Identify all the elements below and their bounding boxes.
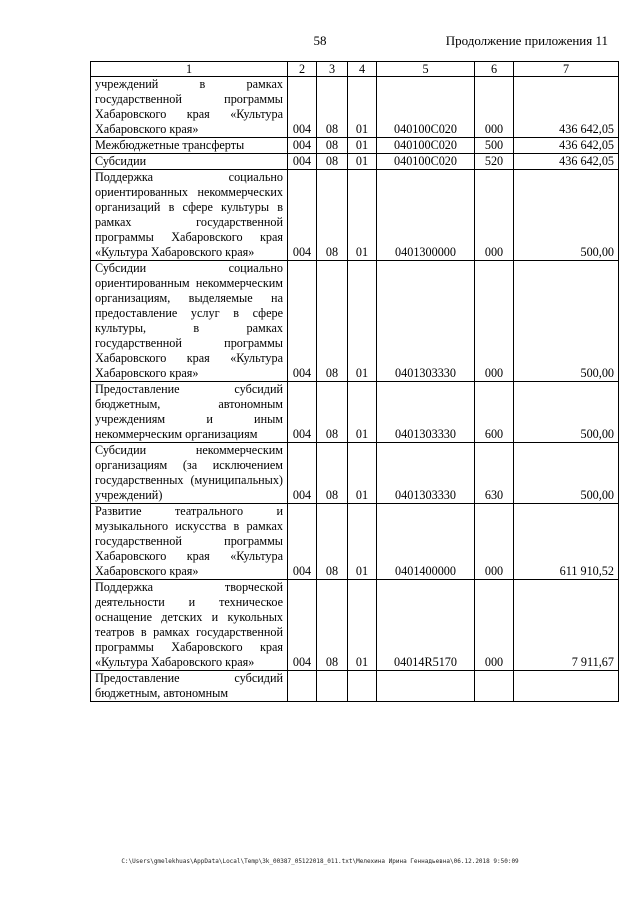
- table-row: [91, 261, 619, 382]
- table-row: [91, 504, 619, 580]
- admin-code: 004: [288, 580, 317, 671]
- row-name: Поддержка социально ориентированных некоммерческих организаций в сфере культуры в рамках государственной программы Хабаровского края «Культура Хабаровского края»: [91, 170, 288, 261]
- column-number: 6: [475, 62, 514, 77]
- table-row: [91, 170, 619, 261]
- row-name: Развитие театрального и музыкального искусства в рамках государственной программы Хабаровского края «Культура Хабаровского края»: [91, 504, 288, 580]
- table-row: [91, 443, 619, 504]
- subsection-code: 01: [348, 154, 377, 170]
- target-article: 04014R5170: [377, 580, 475, 671]
- column-number: 4: [348, 62, 377, 77]
- expense-type: 000: [475, 77, 514, 138]
- amount: 500,00: [514, 443, 619, 504]
- expense-type: 630: [475, 443, 514, 504]
- empty-cell: [475, 671, 514, 702]
- section-code: 08: [317, 580, 348, 671]
- target-article: 040100C020: [377, 154, 475, 170]
- row-name: Предоставление субсидий бюджетным, автономным: [91, 671, 288, 702]
- column-number-row: [91, 62, 619, 77]
- admin-code: 004: [288, 77, 317, 138]
- subsection-code: 01: [348, 138, 377, 154]
- row-name: Субсидии некоммерческим организациям (за исключением государственных (муниципальных) учреждений): [91, 443, 288, 504]
- column-number: 1: [91, 62, 288, 77]
- target-article: 0401303330: [377, 261, 475, 382]
- empty-cell: [317, 671, 348, 702]
- subsection-code: 01: [348, 77, 377, 138]
- column-number: 7: [514, 62, 619, 77]
- table-row: [91, 382, 619, 443]
- table-row: [91, 77, 619, 138]
- section-code: 08: [317, 382, 348, 443]
- admin-code: 004: [288, 170, 317, 261]
- admin-code: 004: [288, 504, 317, 580]
- section-code: 08: [317, 261, 348, 382]
- subsection-code: 01: [348, 580, 377, 671]
- file-path-footer: C:\Users\gmelekhuas\AppData\Local\Temp\3k_00387_05122018_011.txt\Мелехина Ирина Геннадьевна\06.12.2018 9:50:09: [121, 858, 519, 865]
- table-row-continued: [91, 671, 619, 702]
- row-name: Субсидии: [91, 154, 288, 170]
- admin-code: 004: [288, 138, 317, 154]
- amount: 7 911,67: [514, 580, 619, 671]
- subsection-code: 01: [348, 443, 377, 504]
- section-code: 08: [317, 154, 348, 170]
- section-code: 08: [317, 138, 348, 154]
- target-article: 040100C020: [377, 138, 475, 154]
- row-name: Субсидии социально ориентированным некоммерческим организациям, выделяемые на предоставление услуг в сфере культуры, в рамках государственной программы Хабаровского края «Культура Хабаровского края»: [91, 261, 288, 382]
- expense-type: 600: [475, 382, 514, 443]
- expense-type: 520: [475, 154, 514, 170]
- subsection-code: 01: [348, 261, 377, 382]
- table-row: [91, 138, 619, 154]
- target-article: 040100C020: [377, 77, 475, 138]
- empty-cell: [288, 671, 317, 702]
- amount: 611 910,52: [514, 504, 619, 580]
- subsection-code: 01: [348, 504, 377, 580]
- amount: 436 642,05: [514, 77, 619, 138]
- expense-type: 500: [475, 138, 514, 154]
- section-code: 08: [317, 77, 348, 138]
- empty-cell: [348, 671, 377, 702]
- target-article: 0401303330: [377, 382, 475, 443]
- target-article: 0401303330: [377, 443, 475, 504]
- continuation-label: Продолжение приложения 11: [445, 33, 608, 48]
- section-code: 08: [317, 443, 348, 504]
- section-code: 08: [317, 504, 348, 580]
- expense-type: 000: [475, 170, 514, 261]
- empty-cell: [514, 671, 619, 702]
- column-number: 2: [288, 62, 317, 77]
- admin-code: 004: [288, 154, 317, 170]
- expense-type: 000: [475, 504, 514, 580]
- amount: 436 642,05: [514, 154, 619, 170]
- table-row: [91, 154, 619, 170]
- budget-table: [90, 61, 619, 702]
- amount: 500,00: [514, 261, 619, 382]
- amount: 436 642,05: [514, 138, 619, 154]
- page-number: 58: [313, 33, 327, 48]
- empty-cell: [377, 671, 475, 702]
- expense-type: 000: [475, 261, 514, 382]
- subsection-code: 01: [348, 170, 377, 261]
- admin-code: 004: [288, 382, 317, 443]
- subsection-code: 01: [348, 382, 377, 443]
- table-row: [91, 580, 619, 671]
- row-name: учреждений в рамках государственной программы Хабаровского края «Культура Хабаровского края»: [91, 77, 288, 138]
- row-name: Поддержка творческой деятельности и техническое оснащение детских и кукольных театров в рамках государственной программы Хабаровского края «Культура Хабаровского края»: [91, 580, 288, 671]
- expense-type: 000: [475, 580, 514, 671]
- admin-code: 004: [288, 443, 317, 504]
- amount: 500,00: [514, 382, 619, 443]
- column-number: 5: [377, 62, 475, 77]
- target-article: 0401400000: [377, 504, 475, 580]
- target-article: 0401300000: [377, 170, 475, 261]
- column-number: 3: [317, 62, 348, 77]
- amount: 500,00: [514, 170, 619, 261]
- row-name: Предоставление субсидий бюджетным, автономным учреждениям и иным некоммерческим организациям: [91, 382, 288, 443]
- admin-code: 004: [288, 261, 317, 382]
- row-name: Межбюджетные трансферты: [91, 138, 288, 154]
- section-code: 08: [317, 170, 348, 261]
